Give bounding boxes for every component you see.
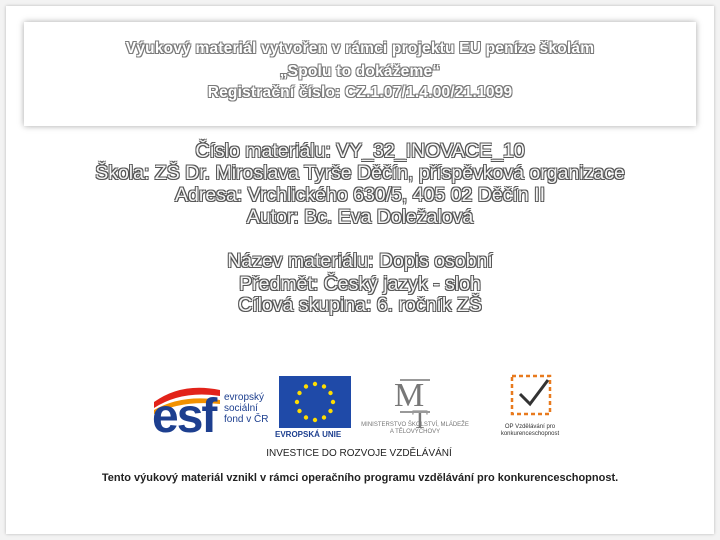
target-group: Cílová skupina: 6. ročník ZŠ [238,294,482,316]
eu-flag-icon [279,376,351,428]
footer-note: Tento výukový materiál vznikl v rámci operačního programu vzdělávání pro konkurenceschopnost. [101,472,619,484]
header-box [24,22,696,126]
msmt-caption: MINISTERSTVO ŠKOLSTVÍ, MLÁDEŽE A TĚLOVÝCHOVY [361,422,469,435]
esf-mark: esf [152,390,216,443]
svg-text:T: T [412,405,428,432]
svg-text:M: M [394,377,425,414]
header-registration: Registrační číslo: CZ.1.07/1.4.00/21.1099 [207,84,513,101]
logo-bar [132,358,586,468]
material-name: Název materiálu: Dopis osobní [227,250,493,272]
header-slogan: „Spolu to dokážeme“ [279,63,441,80]
school-name: Škola: ZŠ Dr. Miroslava Tyrše Děčín, příspěvková organizace [95,162,625,184]
material-number: Číslo materiálu: VY_32_INOVACE_10 [195,140,525,162]
school-address: Adresa: Vrchlického 630/5, 405 02 Děčín II [175,184,545,206]
subject: Předmět: Český jazyk - sloh [239,273,481,295]
esf-logo [152,372,272,444]
esf-caption: evropský sociální fond v ČR [224,392,269,425]
header-project-line: Výukový materiál vytvořen v rámci projektu EU peníze školám [125,40,595,57]
author: Autor: Bc. Eva Doležalová [246,206,474,228]
eu-caption: EVROPSKÁ UNIE [275,430,342,439]
op-caption: OP Vzdělávání pro konkurenceschopnost [500,424,560,437]
invest-text: INVESTICE DO ROZVOJE VZDĚLÁVÁNÍ [266,448,452,459]
